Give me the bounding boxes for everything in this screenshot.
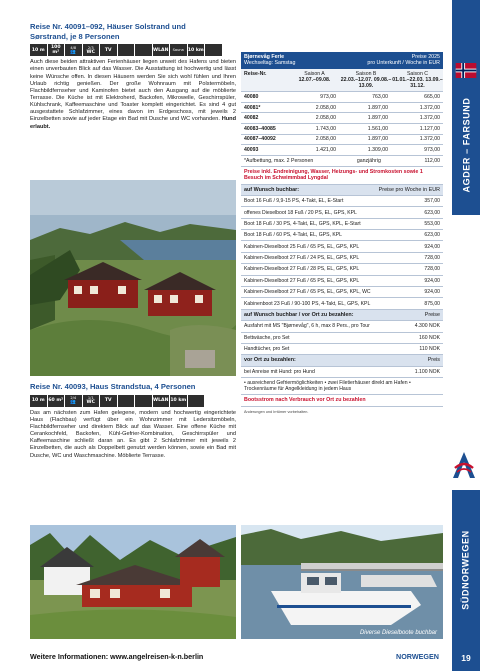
boat-label: Boot 18 Fuß / 30 PS, 4-Takt, EL, GPS, KPL, E-Start bbox=[244, 220, 361, 227]
company-logo-icon bbox=[451, 450, 477, 480]
wifi-icon: WLAN bbox=[153, 395, 170, 407]
dog-fee-price: 1.100 NOK bbox=[414, 368, 440, 375]
onsite-pay-header bbox=[241, 355, 443, 366]
extra-bed-price: 112,00 bbox=[424, 157, 440, 164]
description-text: Das am nächsten zum Hafen gelegene, modern und hochwertig eingerichtete Haus (Flachbau) verfügt über ein Wohnzimmer mit Ledersitzmöbeln, Flachbildfernseher und direktem Blick auf das Wasser. Eine offene Küche mit Cerankochfeld, Backofen, Kühl-Gefrier-Kombination, Geschirrspüler und Kaffeemaschine schließt daran an. Es gibt 2 Schlafzimmer mit jeweils 2 Einzelbetten, die auch als Doppelbett genutzt werden können, sowie ein Bad mit Dusche, WC und Waschmaschine. Möblierte Terrasse. bbox=[30, 409, 236, 459]
boat-option-row bbox=[241, 298, 443, 309]
angler-icon bbox=[205, 44, 222, 56]
region-bottom-text: SÜDNORWEGEN bbox=[461, 530, 472, 610]
price-season-c: 1.372,00 bbox=[419, 136, 440, 143]
boat-option-row bbox=[241, 207, 443, 218]
boat-power-note: Bootsstrom nach Verbrauch vor Ort zu bezahlen bbox=[241, 395, 443, 406]
boat-label: Boot 18 Fuß / 60 PS, 4-Takt, EL, GPS, KPL bbox=[244, 232, 342, 239]
price-season-a: 973,00 bbox=[320, 94, 336, 100]
dishwasher-icon bbox=[118, 44, 135, 56]
sauna-icon: Sauna bbox=[170, 44, 187, 56]
section-strandstua bbox=[30, 382, 236, 460]
price-row bbox=[241, 103, 443, 114]
boat-label: Kabinen-Dieselboot 27 Fuß / 65 PS, EL, GPS, KPL, WC bbox=[244, 289, 371, 296]
price-season-b: 1.897,00 bbox=[367, 136, 388, 143]
facility-bullets: • ausreichend Gefriermöglichkeiten • zwei Filetierhäuser direkt am Hafen • Trockenräume für Angelkleidung in jedem Haus bbox=[241, 378, 443, 395]
bath-icon: 1/1 WC bbox=[83, 395, 100, 407]
included-note: Preise inkl. Endreinigung, Wasser, Heizungs- und Stromkosten sowie 1 Besuch im Schwimmbad Lyngdal bbox=[241, 167, 443, 185]
tour-number: 40081* bbox=[244, 104, 261, 111]
extra-bed-row bbox=[241, 156, 443, 167]
disclaimer: Änderungen und Irrtümer vorbehalten. bbox=[244, 409, 309, 414]
boat-option-row bbox=[241, 196, 443, 207]
price-season-b: 1.897,00 bbox=[367, 104, 388, 111]
extra-price: 110 NOK bbox=[419, 346, 440, 353]
season-c-dates: 01.01.–22.03. 13.09.–31.12. bbox=[392, 76, 443, 89]
area-icon: 60 m² bbox=[48, 395, 65, 407]
price-row bbox=[241, 113, 443, 124]
distance-icon: 10 m bbox=[30, 395, 47, 407]
extra-label: Bettwäsche, pro Set bbox=[244, 334, 290, 341]
price-row bbox=[241, 92, 443, 103]
boat-label: Kabinenboot 23 Fuß / 90-100 PS, 4-Takt, EL, GPS, KPL bbox=[244, 300, 371, 307]
season-a-label: Saison A bbox=[304, 70, 325, 77]
price-season-a: 1.421,00 bbox=[315, 146, 336, 153]
extra-rows bbox=[241, 321, 443, 355]
price-season-c: 1.127,00 bbox=[419, 125, 440, 132]
norway-flag-icon bbox=[455, 63, 477, 78]
price-rows bbox=[241, 92, 443, 156]
extra-label: Handtücher, pro Set bbox=[244, 346, 290, 353]
optional-label: auf Wunsch buchbar: bbox=[244, 186, 300, 193]
description-body: Auch diese beiden attraktiven Ferienhäuser liegen unweit des Hafens und bieten einen unverbauten Blick auf das Wasser. Die Ausstattung ist hochwertig und lässt keine Wünsche offen. In diesen Häusern werden Sie sich wohl fühlen und Ihren Urlaub richtig genießen. Der große Wohnraum mit Polstermöbeln, Flachbildfernseher und Kaminofen bietet auch den Ausgang auf die möblierte Terrasse. Die Küche ist mit Elektroherd, Backofen, Mikrowelle, Geschirrspüler, Kühlschrank, Kaffeemaschine und Toaster komplett eingerichtet. Es sind 4 gut ausgestattete Schlafzimmer, eines davon im Erdgeschoss, mit jeweils 2 Einzelbetten sowie auf jeder Etage ein Bad mit Dusche und WC vorhanden. bbox=[30, 59, 236, 123]
boat-price: 553,00 bbox=[424, 220, 440, 227]
strandstua-image bbox=[30, 525, 236, 639]
bath-icon: 2/3 WC bbox=[83, 44, 100, 56]
price-row bbox=[241, 145, 443, 156]
tour-number: 40087–40092 bbox=[244, 136, 276, 143]
footer-website: Weitere Informationen: www.angelreisen-k-n.berlin bbox=[30, 652, 204, 661]
boat-option-row bbox=[241, 276, 443, 287]
tv-icon: TV bbox=[100, 44, 117, 56]
washer-icon bbox=[135, 395, 152, 407]
season-b-label: Saison B bbox=[355, 70, 377, 77]
dog-fee-label: bei Anreise mit Hund: pro Hund bbox=[244, 368, 315, 375]
season-c-label: Saison C bbox=[406, 70, 429, 77]
boats-photo bbox=[241, 525, 443, 639]
region-tab-top bbox=[452, 0, 480, 215]
extra-label: Ausfahrt mit MS "Bjørnevåg", 6 h, max 8 Pers., pro Tour bbox=[244, 323, 370, 330]
region-label bbox=[452, 85, 480, 205]
boat-price: 924,00 bbox=[424, 243, 440, 250]
section-title: Reise Nr. 40093, Haus Strandstua, 4 Personen bbox=[30, 382, 196, 391]
col-reise: Reise-Nr. bbox=[244, 70, 267, 77]
footer-country: NORWEGEN bbox=[396, 652, 439, 661]
persons-icon: 4/8 👥 bbox=[65, 44, 82, 56]
table-title: Bjørnevåg Ferie bbox=[244, 54, 285, 60]
houses-image bbox=[30, 180, 236, 376]
tv-icon: TV bbox=[100, 395, 117, 407]
price-season-c: 665,00 bbox=[424, 94, 440, 100]
season-a-dates: 12.07.–09.08. bbox=[298, 76, 331, 83]
extra-option-row bbox=[241, 344, 443, 355]
boat-price: 357,00 bbox=[424, 198, 440, 205]
boats-caption: Diverse Dieselboote buchbar bbox=[359, 630, 437, 636]
price-season-b: 1.561,00 bbox=[367, 125, 388, 132]
boat-option-row bbox=[241, 264, 443, 275]
page-number: 19 bbox=[452, 645, 480, 671]
onsite-pay-label: vor Ort zu bezahlen: bbox=[244, 357, 296, 364]
season-b bbox=[340, 71, 392, 90]
houses-photo bbox=[30, 180, 236, 376]
country-label bbox=[452, 500, 480, 640]
tour-number: 40083–40085 bbox=[244, 125, 276, 132]
extra-price: 160 NOK bbox=[419, 334, 440, 341]
washer-icon bbox=[135, 44, 152, 56]
price-season-c: 973,00 bbox=[424, 146, 440, 153]
season-header-row bbox=[241, 69, 443, 93]
area-icon: 100 m² bbox=[48, 44, 65, 56]
distance-icon: 10 m bbox=[30, 44, 47, 56]
persons-icon: 2/4 👥 bbox=[65, 395, 82, 407]
amenity-icons bbox=[30, 395, 236, 407]
onsite-bookable-unit: Preise bbox=[424, 311, 440, 318]
tour-number: 40082 bbox=[244, 115, 259, 122]
price-row bbox=[241, 124, 443, 135]
dishwasher-icon bbox=[118, 395, 135, 407]
boat-rows bbox=[241, 196, 443, 310]
extra-price: 4.300 NOK bbox=[414, 323, 440, 330]
onsite-bookable-label: auf Wunsch buchbar / vor Ort zu bezahlen: bbox=[244, 311, 354, 318]
boat-price: 623,00 bbox=[424, 232, 440, 239]
season-b-dates: 22.03.–12.07. 09.08.–13.09. bbox=[340, 76, 392, 89]
boat-price: 623,00 bbox=[424, 209, 440, 216]
boat-option-row bbox=[241, 241, 443, 252]
dog-allowed-note: Hund erlaubt. bbox=[30, 116, 236, 130]
price-season-a: 2.058,00 bbox=[315, 136, 336, 143]
boat-label: Kabinen-Dieselboot 25 Fuß / 65 PS, EL, GPS, KPL bbox=[244, 243, 360, 250]
boat-label: Kabinen-Dieselboot 27 Fuß / 24 PS, EL, GPS, KPL bbox=[244, 255, 360, 262]
tour-number: 40080 bbox=[244, 94, 259, 100]
boat-option-row bbox=[241, 253, 443, 264]
extra-option-row bbox=[241, 321, 443, 332]
boat-price: 875,00 bbox=[424, 300, 440, 307]
boat-label: offenes Dieselboot 18 Fuß / 20 PS, EL, GPS, KPL bbox=[244, 209, 357, 216]
price-table bbox=[241, 52, 443, 417]
boat-price: 728,00 bbox=[424, 255, 440, 262]
section-title: Reise Nr. 40091–092, Häuser Solstrand und bbox=[30, 22, 186, 31]
boat-price: 728,00 bbox=[424, 266, 440, 273]
boat-option-row bbox=[241, 219, 443, 230]
price-season-b: 1.897,00 bbox=[367, 115, 388, 122]
region-tab-bottom bbox=[452, 490, 480, 645]
amenity-icons bbox=[30, 44, 236, 56]
price-season-a: 1.743,00 bbox=[315, 125, 336, 132]
region-top-text: AGDER – FARSUND bbox=[461, 97, 472, 193]
prices-year: Preise 2025 bbox=[411, 54, 440, 60]
boat-label: Kabinen-Dieselboot 27 Fuß / 28 PS, EL, GPS, KPL bbox=[244, 266, 360, 273]
season-c bbox=[392, 71, 443, 90]
boat-option-row bbox=[241, 230, 443, 241]
price-season-c: 1.372,00 bbox=[419, 104, 440, 111]
tour-number: 40093 bbox=[244, 146, 259, 153]
description-text bbox=[30, 59, 236, 131]
boat-option-row bbox=[241, 287, 443, 298]
season-a bbox=[289, 71, 340, 90]
boat-label: Kabinen-Dieselboot 27 Fuß / 65 PS, EL, GPS, KPL bbox=[244, 277, 360, 284]
price-season-a: 2.058,00 bbox=[315, 104, 336, 111]
extra-bed-period: ganzjährig bbox=[356, 157, 381, 164]
price-season-a: 2.058,00 bbox=[315, 115, 336, 122]
onsite-bookable-header bbox=[241, 310, 443, 321]
price-row bbox=[241, 135, 443, 146]
boat-icon: 10 km bbox=[188, 44, 205, 56]
section-title-line2: Sørstrand, je 8 Personen bbox=[30, 31, 120, 41]
boat-label: Boot 16 Fuß / 9,9-15 PS, 4-Takt, EL, E-Start bbox=[244, 198, 344, 205]
strandstua-photo bbox=[30, 525, 236, 639]
section-solstrand bbox=[30, 22, 236, 131]
boats-image bbox=[241, 525, 443, 639]
dog-fee-row bbox=[241, 367, 443, 378]
price-season-c: 1.372,00 bbox=[419, 115, 440, 122]
boat-price: 924,00 bbox=[424, 289, 440, 296]
boat-icon: 10 km bbox=[170, 395, 187, 407]
wifi-icon: WLAN bbox=[153, 44, 170, 56]
price-season-b: 1.309,00 bbox=[367, 146, 388, 153]
price-table-header bbox=[241, 52, 443, 69]
changeover-day: Wechseltag: Samstag bbox=[244, 60, 296, 67]
extra-option-row bbox=[241, 333, 443, 344]
onsite-pay-unit: Preis bbox=[427, 357, 440, 364]
optional-unit: Preise pro Woche in EUR bbox=[378, 186, 440, 193]
boat-price: 924,00 bbox=[424, 277, 440, 284]
extra-bed-label: *Aufbettung, max. 2 Personen bbox=[244, 157, 314, 164]
angler-icon bbox=[188, 395, 205, 407]
price-season-b: 763,00 bbox=[372, 94, 388, 100]
price-unit: pro Unterkunft / Woche in EUR bbox=[367, 60, 440, 67]
optional-bookable-header bbox=[241, 185, 443, 196]
